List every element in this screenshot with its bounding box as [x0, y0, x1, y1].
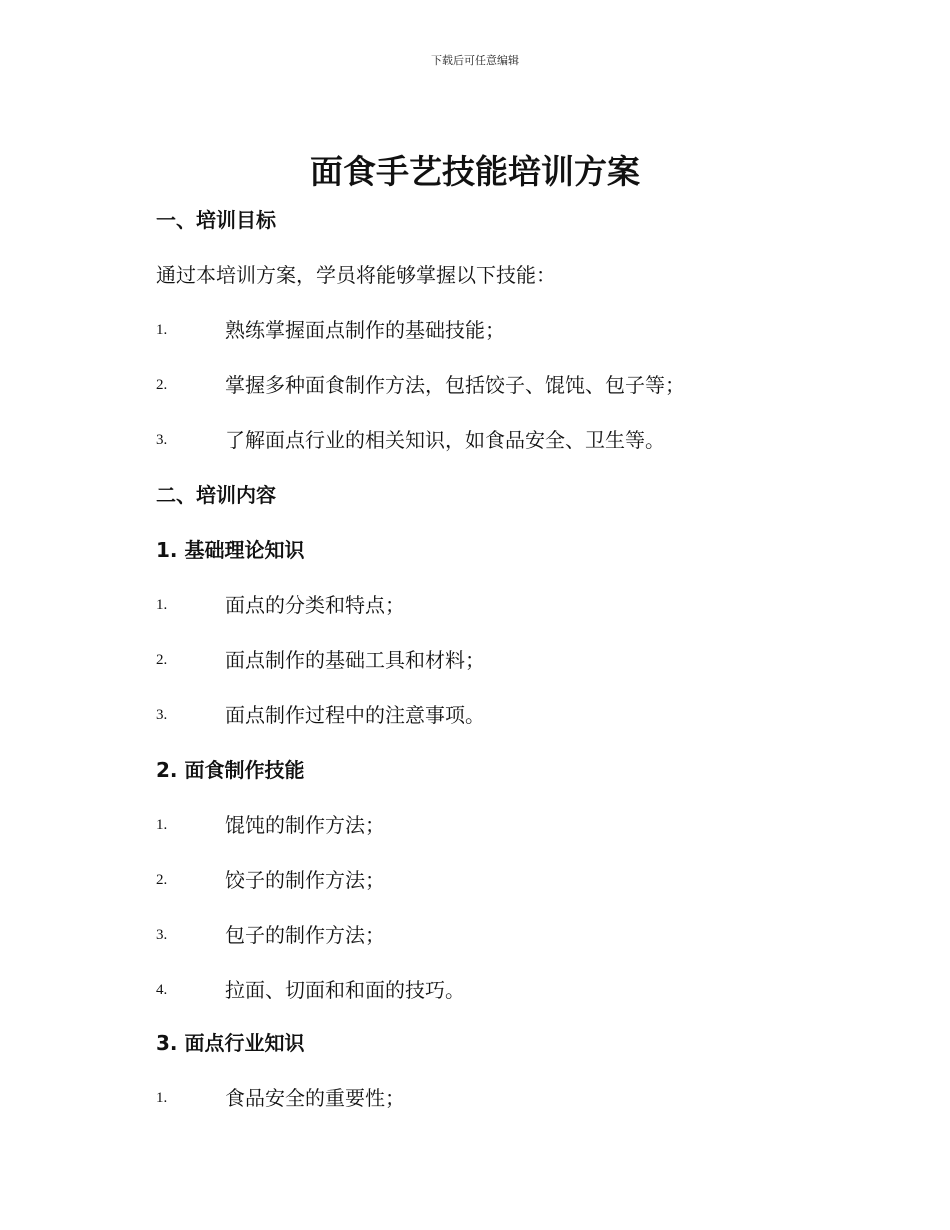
list-item — [156, 921, 910, 949]
list-item — [156, 1084, 910, 1112]
list-item-number: 1. — [156, 817, 168, 833]
list-item-number: 1. — [156, 597, 168, 613]
list-item-number: 3. — [156, 432, 168, 448]
subsection-heading-theory: 1. 基础理论知识 — [156, 538, 305, 562]
list-item — [156, 646, 910, 674]
list-item — [156, 316, 910, 344]
list-item-text: 食品安全的重要性； — [225, 1086, 405, 1110]
list-item-text: 饺子的制作方法； — [225, 868, 385, 892]
list-item-text: 拉面、切面和和面的技巧。 — [225, 978, 465, 1002]
section-intro: 通过本培训方案，学员将能够掌握以下技能： — [156, 263, 556, 287]
subsection-heading-industry: 3. 面点行业知识 — [156, 1031, 305, 1055]
list-item — [156, 426, 910, 454]
list-item-number: 2. — [156, 872, 168, 888]
list-item-number: 3. — [156, 707, 168, 723]
list-item — [156, 866, 910, 894]
list-item — [156, 976, 910, 1004]
list-item-text: 面点制作的基础工具和材料； — [225, 648, 485, 672]
list-item-text: 包子的制作方法； — [225, 923, 385, 947]
document-title: 面食手艺技能培训方案 — [310, 152, 640, 191]
list-item-text: 了解面点行业的相关知识，如食品安全、卫生等。 — [225, 428, 665, 452]
list-item-number: 1. — [156, 322, 168, 338]
list-item-text: 掌握多种面食制作方法，包括饺子、馄饨、包子等； — [225, 373, 685, 397]
list-item-number: 3. — [156, 927, 168, 943]
list-item-number: 4. — [156, 982, 168, 998]
list-item-number: 1. — [156, 1090, 168, 1106]
list-item — [156, 811, 910, 839]
header-note: 下载后可任意编辑 — [431, 54, 519, 67]
list-item — [156, 371, 910, 399]
list-item-text: 面点的分类和特点； — [225, 593, 405, 617]
list-item-text: 熟练掌握面点制作的基础技能； — [225, 318, 505, 342]
list-item-text: 馄饨的制作方法； — [225, 813, 385, 837]
list-item — [156, 591, 910, 619]
list-item — [156, 701, 910, 729]
section-heading-content: 二、培训内容 — [156, 483, 276, 507]
list-item-number: 2. — [156, 652, 168, 668]
subsection-heading-skills: 2. 面食制作技能 — [156, 758, 305, 782]
list-item-text: 面点制作过程中的注意事项。 — [225, 703, 485, 727]
list-item-number: 2. — [156, 377, 168, 393]
section-heading-goals: 一、培训目标 — [156, 208, 276, 232]
